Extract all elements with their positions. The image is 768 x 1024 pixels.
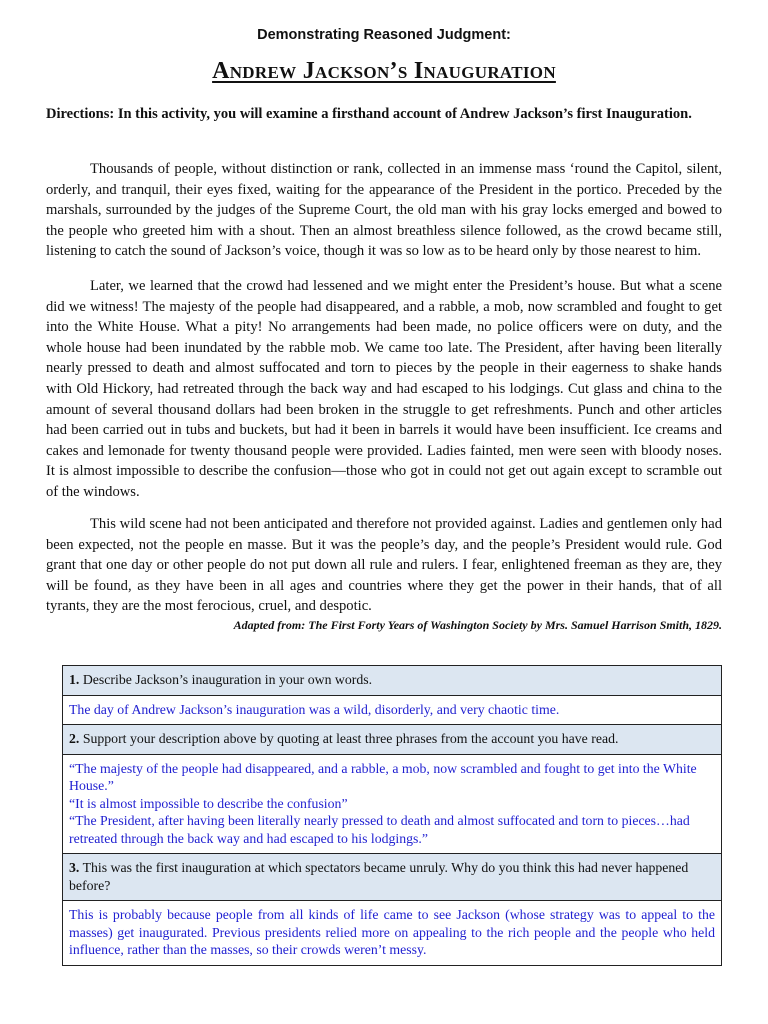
- question-row-1: [63, 666, 722, 696]
- passage-paragraph-2: Later, we learned that the crowd had lessened and we might enter the President’s house. But what a scene did we witness! The majesty of the people had disappeared, and a rabble, a mob, now scrambled and fought to get into the White House. What a pity! No arrangements had been made, no police officers were on duty, and the whole house had been inundated by the rabble mob. We came too late. The President, after having been literally nearly pressed to death and almost suffocated and torn to pieces by the people in their eagerness to shake hands with Old Hickory, had retreated through the back way and had escaped to his lodgings. Cut glass and china to the amount of several thousand dollars had been broken in the struggle to get refreshments. Punch and other articles had been carried out in tubs and buckets, but had it been in barrels it would have been insufficient. Ice creams and cakes and lemonade for twenty thousand people were provided. Ladies fainted, men were seen with bloody noses. It is almost impossible to describe the confusion—those who got in could not get out again except to scramble out of the windows.: [46, 278, 722, 500]
- passage-paragraph-3: This wild scene had not been anticipated and therefore not provided against. Ladies and gentlemen only had been expected, not the people en masse. But it was the people’s day, and the people’s President would rule. God grant that one day or other people do not put down all rule and rulers. I fear, enlightened freeman as they are, they will be found, as they have been in all ages and countries where they get the power in their hands, that of all tyrants, they are the most ferocious, cruel, and despotic.: [46, 516, 722, 615]
- passage-paragraph-1: Thousands of people, without distinction or rank, collected in an immense mass ‘round the Capitol, silent, orderly, and tranquil, their eyes fixed, waiting for the appearance of the President in the portico. Preceded by the marshals, surrounded by the judges of the Supreme Court, the old man with his gray locks emerged and bowed to the people who greeted him with a shout. Then an almost breathless silence followed, as the crowd became still, listening to catch the sound of Jackson’s voice, though it was so low as to be heard only by those nearest to him.: [46, 161, 722, 260]
- answer-line: The day of Andrew Jackson’s inauguration was a wild, disorderly, and very chaotic time.: [69, 701, 560, 717]
- question-text: Describe Jackson’s inauguration in your own words.: [82, 672, 373, 687]
- answer-3[interactable]: [63, 901, 722, 966]
- question-number: 2.: [69, 731, 80, 746]
- answer-row-3: [63, 901, 722, 966]
- question-text: This was the first inauguration at which spectators became unruly. Why do you think this had never happened before?: [69, 860, 689, 893]
- question-text: Support your description above by quoting at least three phrases from the account you have read.: [82, 731, 619, 746]
- page-title: Andrew Jackson’s Inauguration: [212, 58, 556, 84]
- worksheet-kicker: Demonstrating Reasoned Judgment:: [257, 27, 511, 43]
- answer-row-1: [63, 695, 722, 725]
- answer-1[interactable]: [63, 695, 722, 725]
- question-row-2: [63, 725, 722, 755]
- answer-quote-2: “It is almost impossible to describe the confusion”: [69, 795, 348, 811]
- answer-quote-1: “The majesty of the people had disappeared, and a rabble, a mob, now scrambled and fought to get into the White House.”: [69, 760, 697, 793]
- question-1: [63, 666, 722, 696]
- source-citation: Adapted from: The First Forty Years of Washington Society by Mrs. Samuel Harrison Smith, 1829.: [233, 618, 722, 632]
- question-3: [63, 854, 722, 901]
- question-number: 1.: [69, 672, 80, 687]
- answer-2[interactable]: [63, 754, 722, 854]
- answer-quote-3: “The President, after having been literally nearly pressed to death and almost suffocated and torn to pieces…had retreated through the back way and had escaped to his lodgings.”: [69, 813, 690, 846]
- question-2: [63, 725, 722, 755]
- directions: Directions: In this activity, you will examine a firsthand account of Andrew Jackson’s first Inauguration.: [46, 106, 692, 122]
- question-row-3: [63, 854, 722, 901]
- question-table: [62, 665, 722, 966]
- answer-row-2: [63, 754, 722, 854]
- question-number: 3.: [69, 860, 80, 875]
- answer-line: This is probably because people from all kinds of life came to see Jackson (whose strategy was to appeal to the masses) get inaugurated. Previous presidents relied more on appealing to the rich people and the people who held influence, rather than the masses, so their crowds weren’t messy.: [69, 907, 715, 957]
